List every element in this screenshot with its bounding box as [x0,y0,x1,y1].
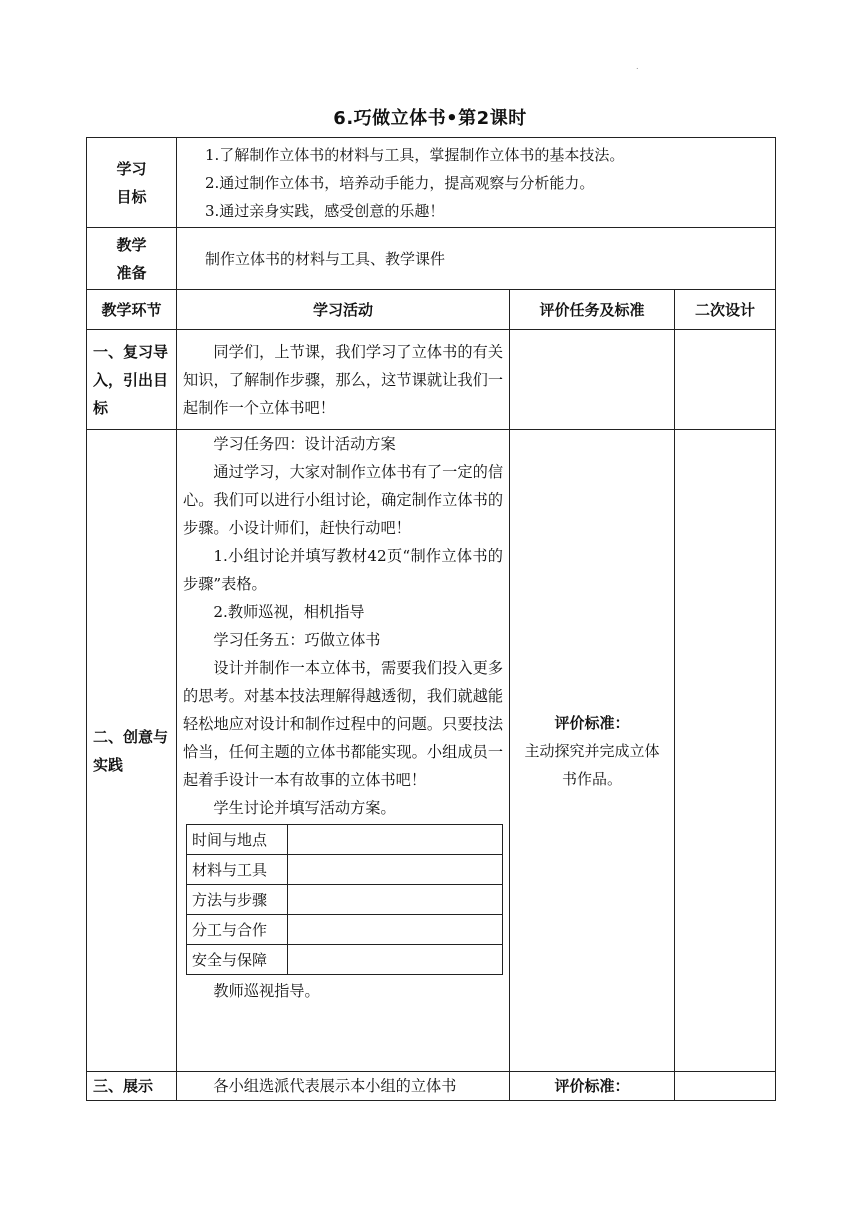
preparation-label-line2: 准备 [116,263,147,282]
objectives-content [177,138,776,228]
plan-intro: 学生讨论并填写活动方案。 [213,799,396,817]
plan-row [187,945,503,975]
plan-row-value [288,915,503,945]
task4-step1: 1.小组讨论并填写教材42页“制作立体书的步骤”表格。 [183,547,503,593]
plan-row-label: 方法与步骤 [187,885,288,915]
plan-row-label: 分工与合作 [187,915,288,945]
header-evaluation: 评价任务及标准 [510,290,675,330]
display-activity [177,1072,510,1101]
preparation-label [87,228,177,290]
plan-row-value [288,885,503,915]
preparation-row [87,228,776,290]
objective-item: 2.通过制作立体书，培养动手能力，提高观察与分析能力。 [205,173,595,192]
practice-row [87,430,776,1072]
closing-text: 教师巡视指导。 [213,982,320,1000]
task5-text: 设计并制作一本立体书，需要我们投入更多的思考。对基本技法理解得越透彻，我们就越能轻松地应对设计和制作过程中的问题。只要技法恰当，任何主题的立体书都能实现。小组成员一起着手设计一本有故事的立体书吧！ [183,659,503,789]
plan-row-label: 材料与工具 [187,855,288,885]
plan-row-value [288,945,503,975]
display-label: 三、展示 [87,1072,177,1101]
plan-row-label: 安全与保障 [187,945,288,975]
plan-row-value [288,825,503,855]
page-dot: . [636,62,639,71]
display-eval-label: 评价标准： [554,1077,630,1095]
display-row [87,1072,776,1101]
objectives-row [87,138,776,228]
objective-item: 1.了解制作立体书的材料与工具，掌握制作立体书的基本技法。 [205,145,625,164]
header-stage: 教学环节 [87,290,177,330]
display-text: 各小组选派代表展示本小组的立体书 [213,1077,457,1095]
review-activity [177,330,510,430]
plan-row-label: 时间与地点 [187,825,288,855]
plan-row [187,915,503,945]
plan-row [187,855,503,885]
objectives-label-line1: 学习 [116,159,147,178]
objective-item: 3.通过亲身实践，感受创意的乐趣！ [205,201,445,220]
review-evaluation [510,330,675,430]
practice-redesign [675,430,776,1072]
plan-row-value [288,855,503,885]
display-evaluation [510,1072,675,1101]
task4-title: 学习任务四：设计活动方案 [213,435,396,453]
page-title: 6.巧做立体书•第2课时 [333,108,527,129]
preparation-text: 制作立体书的材料与工具、教学课件 [177,228,776,290]
practice-activity [177,430,510,1072]
review-row [87,330,776,430]
task4-step2: 2.教师巡视，相机指导 [213,603,365,621]
header-activity: 学习活动 [177,290,510,330]
review-redesign [675,330,776,430]
header-redesign: 二次设计 [675,290,776,330]
review-text: 同学们，上节课，我们学习了立体书的有关知识，了解制作步骤，那么，这节课就让我们一起制作一个立体书吧！ [183,342,503,417]
plan-row [187,825,503,855]
practice-eval-text: 主动探究并完成立体书作品。 [524,741,660,788]
task4-text: 通过学习，大家对制作立体书有了一定的信心。我们可以进行小组讨论，确定制作立体书的步骤。小设计师们，赶快行动吧！ [183,463,503,537]
review-label: 一、复习导入，引出目标 [87,330,177,430]
objectives-label-line2: 目标 [116,187,147,206]
task5-title: 学习任务五：巧做立体书 [213,631,381,649]
practice-label: 二、创意与实践 [87,430,177,1072]
lesson-plan-table [86,137,776,1101]
objectives-label [87,138,177,228]
display-redesign [675,1072,776,1101]
practice-evaluation [510,430,675,1072]
preparation-label-line1: 教学 [116,235,147,254]
practice-eval-label: 评价标准： [554,713,630,732]
header-row [87,290,776,330]
activity-plan-table [186,824,503,975]
plan-row [187,885,503,915]
